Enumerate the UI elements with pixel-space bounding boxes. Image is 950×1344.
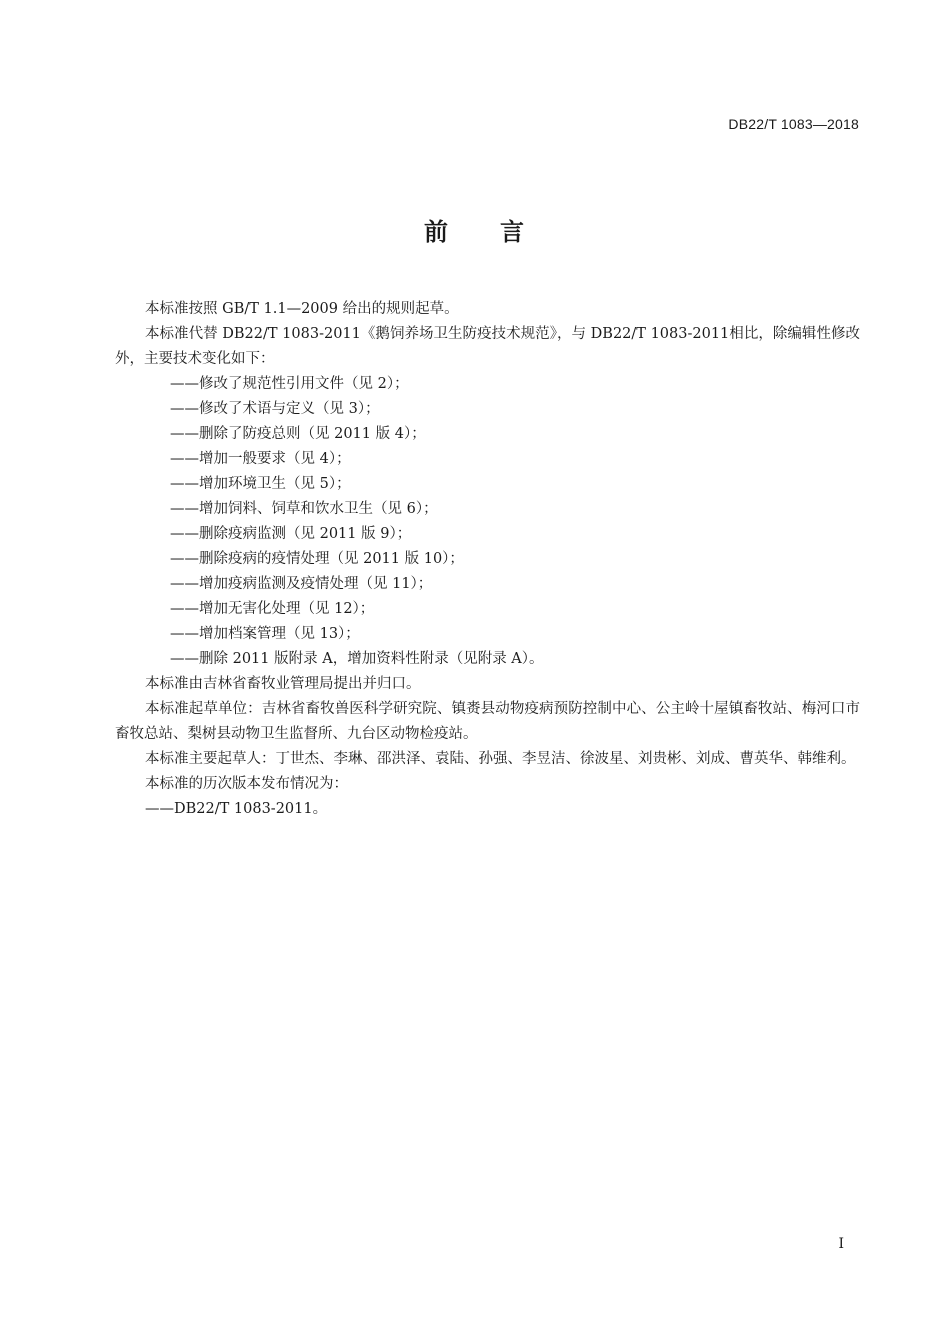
change-item: ——增加一般要求（见 4）；	[170, 451, 351, 467]
change-item: ——增加环境卫生（见 5）；	[170, 476, 351, 492]
change-item: ——增加疫病监测及疫情处理（见 11）；	[170, 576, 433, 592]
change-item: ——删除了防疫总则（见 2011 版 4）；	[170, 426, 426, 442]
change-item: ——增加饲料、饲草和饮水卫生（见 6）；	[170, 501, 438, 517]
page-number: I	[838, 1236, 844, 1252]
paragraph-drafters: 本标准主要起草人：丁世杰、李琳、邵洪泽、袁陆、孙强、李昱洁、徐波星、刘贵彬、刘成、曹英华、韩维利。	[145, 751, 856, 767]
change-item: ——删除疫病监测（见 2011 版 9）；	[170, 526, 412, 542]
paragraph-proposer: 本标准由吉林省畜牧业管理局提出并归口。	[145, 676, 421, 692]
change-item: ——增加档案管理（见 13）；	[170, 626, 360, 642]
paragraph-history-intro: 本标准的历次版本发布情况为：	[145, 776, 348, 792]
title-char-1: 前	[424, 218, 450, 246]
paragraph-drafting-rules: 本标准按照 GB/T 1.1—2009 给出的规则起草。	[145, 301, 459, 317]
change-item: ——修改了术语与定义（见 3）；	[170, 401, 380, 417]
page-title	[0, 212, 950, 247]
title-char-2: 言	[500, 218, 526, 246]
foreword-body	[115, 297, 860, 822]
change-item: ——删除疫病的疫情处理（见 2011 版 10）；	[170, 551, 464, 567]
paragraph-drafting-units: 本标准起草单位：吉林省畜牧兽医科学研究院、镇赉县动物疫病预防控制中心、公主岭十屋镇畜牧站、梅河口市畜牧总站、梨树县动物卫生监督所、九台区动物检疫站。	[115, 701, 860, 742]
history-item: ——DB22/T 1083-2011。	[145, 801, 328, 817]
standard-code: DB22/T 1083—2018	[728, 116, 859, 132]
paragraph-replacement: 本标准代替 DB22/T 1083-2011《鹅饲养场卫生防疫技术规范》，与 DB22/T 1083-2011相比，除编辑性修改外，主要技术变化如下：	[115, 326, 860, 367]
change-item: ——增加无害化处理（见 12）；	[170, 601, 375, 617]
change-item: ——修改了规范性引用文件（见 2）；	[170, 376, 409, 392]
change-item: ——删除 2011 版附录 A，增加资料性附录（见附录 A）。	[170, 651, 544, 667]
